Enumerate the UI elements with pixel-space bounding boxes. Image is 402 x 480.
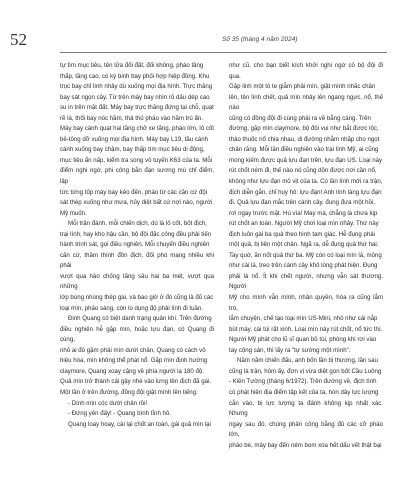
text-column-left	[60, 61, 214, 430]
paragraph: Mỗi trận đánh, mỗi chiến dịch, dù là lô cốt, bốt địch, trại lính, hay kho hậu cần, bộ đội đặc công đều phải tiến hành trinh sát, gọi điều nghiên. Mỗi chuyến điều nghiên căn cứ, thăm thính đồn địch, đối phó mạng nhiều khi phải vượt qua hào chống tăng sâu hai ba mét, vượt qua những lớp bùng nhùng thép gai, và bao giờ ở đó cũng là đủ các loại mìn, pháo sáng, còn lo dụng độ phải lính đi tuần.	[60, 220, 214, 312]
paragraph: Năm năm chiến đấu, anh bốn lần bị thương, lần sau cũng là trận, hôm ấy, đơn vị vừa diệt gọn bốt Cầu Luông - Kiền Tường (tháng 6/1972). Trên đường về, địch tình có phát hiện địa điểm tập kết của ta, hòn dây lực lượng cắn vào, bị lực lượng ta đánh không kịp nhất xác. Nhưng ngay sau đó, chúng phản công bằng đủ các cỡ pháo lớn, pháo bè, máy bay đến ném bom xóa hết dấu vết thật bại	[229, 357, 383, 449]
dialogue-line: - Đứng yên đấy! - Quang bình tĩnh hô.	[68, 410, 171, 418]
header-rule	[60, 52, 387, 53]
paragraph: như cũ, cho bạn biết kích khởi nghi ngờ cỏ bộ đội đi qua. Gặp linh một tò te giẫm phải mìn, giật mình nhấc chân lên, tên lính chết, quả mìn nhảy lên ngang ngực, nổ, thế nào cũng có đồng đội đi cùng phải ra về bằng cáng. Trên đường, gặp mìn claymore, bộ đội vui như bắt được lộc, thảo thuốc nổ chia nhau, di đường nhằm nhặp cho ngọt chân răng. Mỗi lần điều nghiên vào trại lính Mỹ, ai cũng mong kiếm được quả lựu đạn trên, lựu đạn US. Loại này rút chốt ném đi, thế nào nó cũng dồn được nơi cần nổ, không như lựu đạn mỏ vịt của ta. Có lần lính mới ra trận, địch diễn gắn, chỉ hụy hô: lựu đạn! Anh lính làng lựu đạn đi. Quả lựu đạn mắc trên cành cây, đung đưa một hồi, rơi ngay trước mặt. Hú vía! May mà, chẳng là chưa kịp rút chốt an toàn. Người Mỹ chơi loại mìn nhảy. Thứ này địch luôn gài ba quả theo hình tam giác. Hễ đụng phải một quả, bị liên một chân. Ngã ra, dễ đụng quả thứ hai. Tay quờ, ăn nốt quả thứ ba. Mỹ còn có loại mìn lá, mỏng như cái lá, treo trên cành cây khô lòng phát hiện. Đụng phải là nổ. Ít khi chết người, nhưng vẫn sát thương. Người Mỹ cho mình vẫn mình, nhân quyền, hóa ra cũng lắm trò, lắm chuyện, chế tạo loại mìn US-Mini, nhỏ như cái nắp bút máy, cài túi rất xinh. Loại mìn này rút chốt, nổ tức thì. Người Mỹ phát cho lũ sĩ quan bồ tùi, phòng khi rơi vào tay cộng sản, thì lấy ra "tự sướng một mình".	[229, 62, 383, 354]
page-number: 52	[10, 30, 27, 49]
text-column-right	[229, 61, 383, 451]
paragraph: Quang loay hoay, cái lại chốt an toàn, gái quả mìn lại	[68, 420, 211, 428]
issue-label: Số 35 (tháng 4 năm 2024)	[222, 36, 298, 43]
dialogue-line: - Dính mìn cóc dưới chân rồi!	[68, 399, 148, 407]
paragraph: Đinh Quang có biệt danh trạng quân khí. Trên đường điều nghiên hễ gặp mìn, hoặc lựu đạn, có Quang đi cùng, nhỏ ai đó gặm phải mìn dưới chân, Quang có cách vô hiệu hóa, mìn không thể phát nổ. Gặp mìn định hướng claymore, Quang xoay cặng về phía người lạ 180 độ. Quả mìn trở thành cái gậy nhè vào lưng tên địch đã gài. Một lần ở trên đường, đồng đội giật mình lên tiếng:	[60, 315, 214, 396]
paragraph: tự tìm mục tiêu, tên lửa đối đất, đối không, pháo tầng thấp, tầng cao, có ký binh bay phối hợp hiệp đồng. Khu trục bay chỉ lình nhảy dù xuống mọi địa hình. Trực thăng bay sát ngọn cây. Từ trên máy bay nhìn rõ dấu dép cao su in trên mặt đất. Máy bay trực thăng đứng tại chỗ, quạt rẽ lá, thổi bay nóc hầm, thả thủ pháo vào hầm trú ẩn. Máy bay cánh quạt hai tầng chở xe tăng, pháo lớn, lô cốt bê-tông dỡ xuống mọi địa hình. Máy bay L19, tầu cánh cánh xuống bay chậm, bay thấp tìm mục tiêu di động, mục tiêu ẩn nấp, kiểm tra song vô tuyến K63 của ta. Mỗi điểm nghi ngờ, phi công bắn đạn sương mù chỉ điểm, lập tức từng tốp máy bay kéo đến, pháo từ các căn cứ đội sát thép xuống như mưa, hủy diệt bất cứ nơi nào, người Mỹ muốn.	[60, 62, 215, 217]
